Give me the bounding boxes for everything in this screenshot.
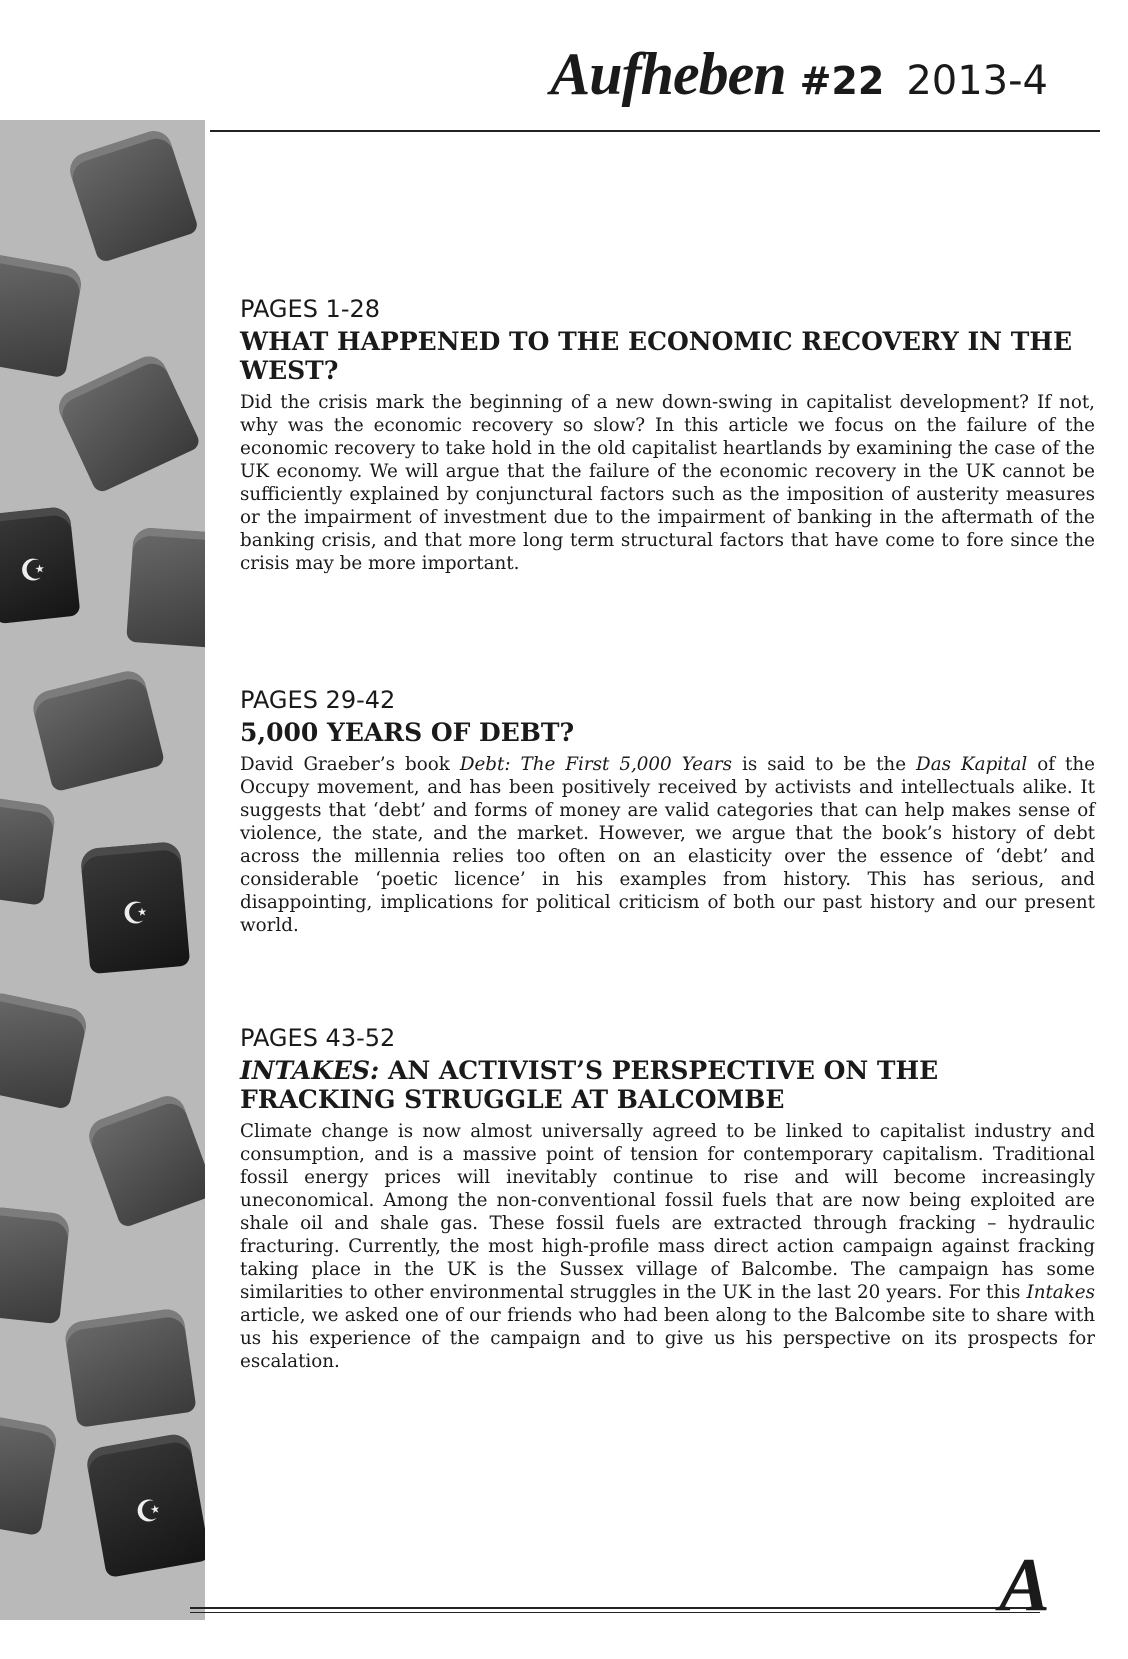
header-rule: [210, 130, 1100, 132]
article-pages: PAGES 1-28: [240, 295, 381, 323]
article-title: WHAT HAPPENED TO THE ECONOMIC RECOVERY IN THE WEST?: [240, 327, 1072, 385]
summary-text: Climate change is now almost universally agreed to be linked to capitalist industry and consumption, and is a massive point of tension for contemporary capitalism. Traditional fossil energy prices will inevitably continue to rise and will become increasingly uneconomical. Among the non-conventional fossil fuels that are now being exploited are shale oil and shale gas. These fossil fuels are extracted through fracking – hydraulic fracturing. Currently, the most high-profile mass direct action campaign against fracking taking place in the UK is the Sussex village of Balcombe. The campaign has some similarities to other environmental struggles in the UK in the last 20 years. For this: [240, 1121, 1095, 1303]
decorative-fez-sidebar: [0, 120, 205, 1620]
article-summary: Did the crisis mark the beginning of a new down-swing in capitalist development? If not, why was the economic recovery so slow? In this article we focus on the failure of the economic recovery to take hold in the old capitalist heartlands by examining the case of the UK economy. We will argue that the failure of the economic recovery in the UK cannot be sufficiently explained by conjunctural factors such as the imposition of austerity measures or the impairment of investment due to the impairment of banking in the aftermath of the banking crisis, and that more long term structural factors that have come to fore since the crisis may be more important.: [240, 392, 1095, 574]
fez-hat-icon: [0, 794, 57, 906]
summary-text: of the Occupy movement, and has been positively received by activists and intellectuals alike. It suggests that ‘debt’ and forms of money are valid categories that can help makes sense of violence, the state, and the market. However, we argue that the book’s history of debt across the millennia relies too often on an elasticity over the essence of ‘debt’ and considerable ‘poetic licence’ in his examples from history. This has serious, and disappointing, implications for political criticism of both our past history and our present world.: [240, 754, 1095, 936]
summary-text: is said to be the: [732, 754, 917, 775]
article-pages: PAGES 43-52: [240, 1024, 396, 1052]
article-1: [240, 295, 1095, 575]
fez-hat-icon: [0, 1414, 59, 1536]
article-3: [240, 1024, 1095, 1373]
aufheben-logo: A: [999, 1543, 1050, 1627]
magazine-title: Aufheben: [550, 41, 786, 107]
title-kicker: INTAKES:: [240, 1056, 380, 1085]
fez-hat-icon: [126, 527, 205, 648]
article-summary: [240, 1120, 1095, 1373]
book-title: Debt: The First 5,000 Years: [459, 754, 733, 775]
series-name: Intakes: [1026, 1282, 1095, 1303]
issue-number: #22: [799, 59, 885, 103]
article-2: [240, 686, 1095, 937]
scimitar-crescent-emblem-icon: ☪: [120, 895, 151, 933]
book-title: Das Kapital: [916, 754, 1028, 775]
fez-hat-icon: [0, 506, 81, 624]
article-title: 5,000 YEARS OF DEBT?: [240, 718, 575, 747]
fez-hat-icon: [63, 1307, 196, 1428]
article-pages: PAGES 29-42: [240, 686, 396, 714]
scimitar-crescent-emblem-icon: ☪: [17, 551, 49, 590]
article-title: [240, 1056, 1095, 1114]
footer-rule-thin: [190, 1612, 1040, 1613]
issue-year: 2013-4: [906, 58, 1048, 104]
footer-rule: [190, 1607, 1040, 1609]
article-summary: [240, 753, 1095, 937]
summary-text: article, we asked one of our friends who had been along to the Balcombe site to share with us his experience of the campaign and to give us his perspective on its prospects for escalation.: [240, 1305, 1095, 1372]
fez-hat-icon: [0, 990, 89, 1110]
fez-hat-icon: [30, 668, 166, 793]
summary-text: David Graeber’s book: [240, 754, 460, 775]
fez-hat-icon: [80, 841, 191, 974]
fez-hat-icon: [66, 126, 200, 263]
fez-hat-icon: [0, 252, 84, 379]
scimitar-crescent-emblem-icon: ☪: [132, 1491, 165, 1531]
page-header: [550, 40, 1048, 109]
fez-hat-icon: [85, 1432, 205, 1578]
title-rest: AN ACTIVIST’S PERSPECTIVE ON THE FRACKING STRUGGLE AT BALCOMBE: [240, 1056, 939, 1114]
fez-hat-icon: [0, 1206, 71, 1324]
fez-hat-icon: [53, 351, 202, 495]
fez-hat-icon: [84, 1091, 205, 1229]
